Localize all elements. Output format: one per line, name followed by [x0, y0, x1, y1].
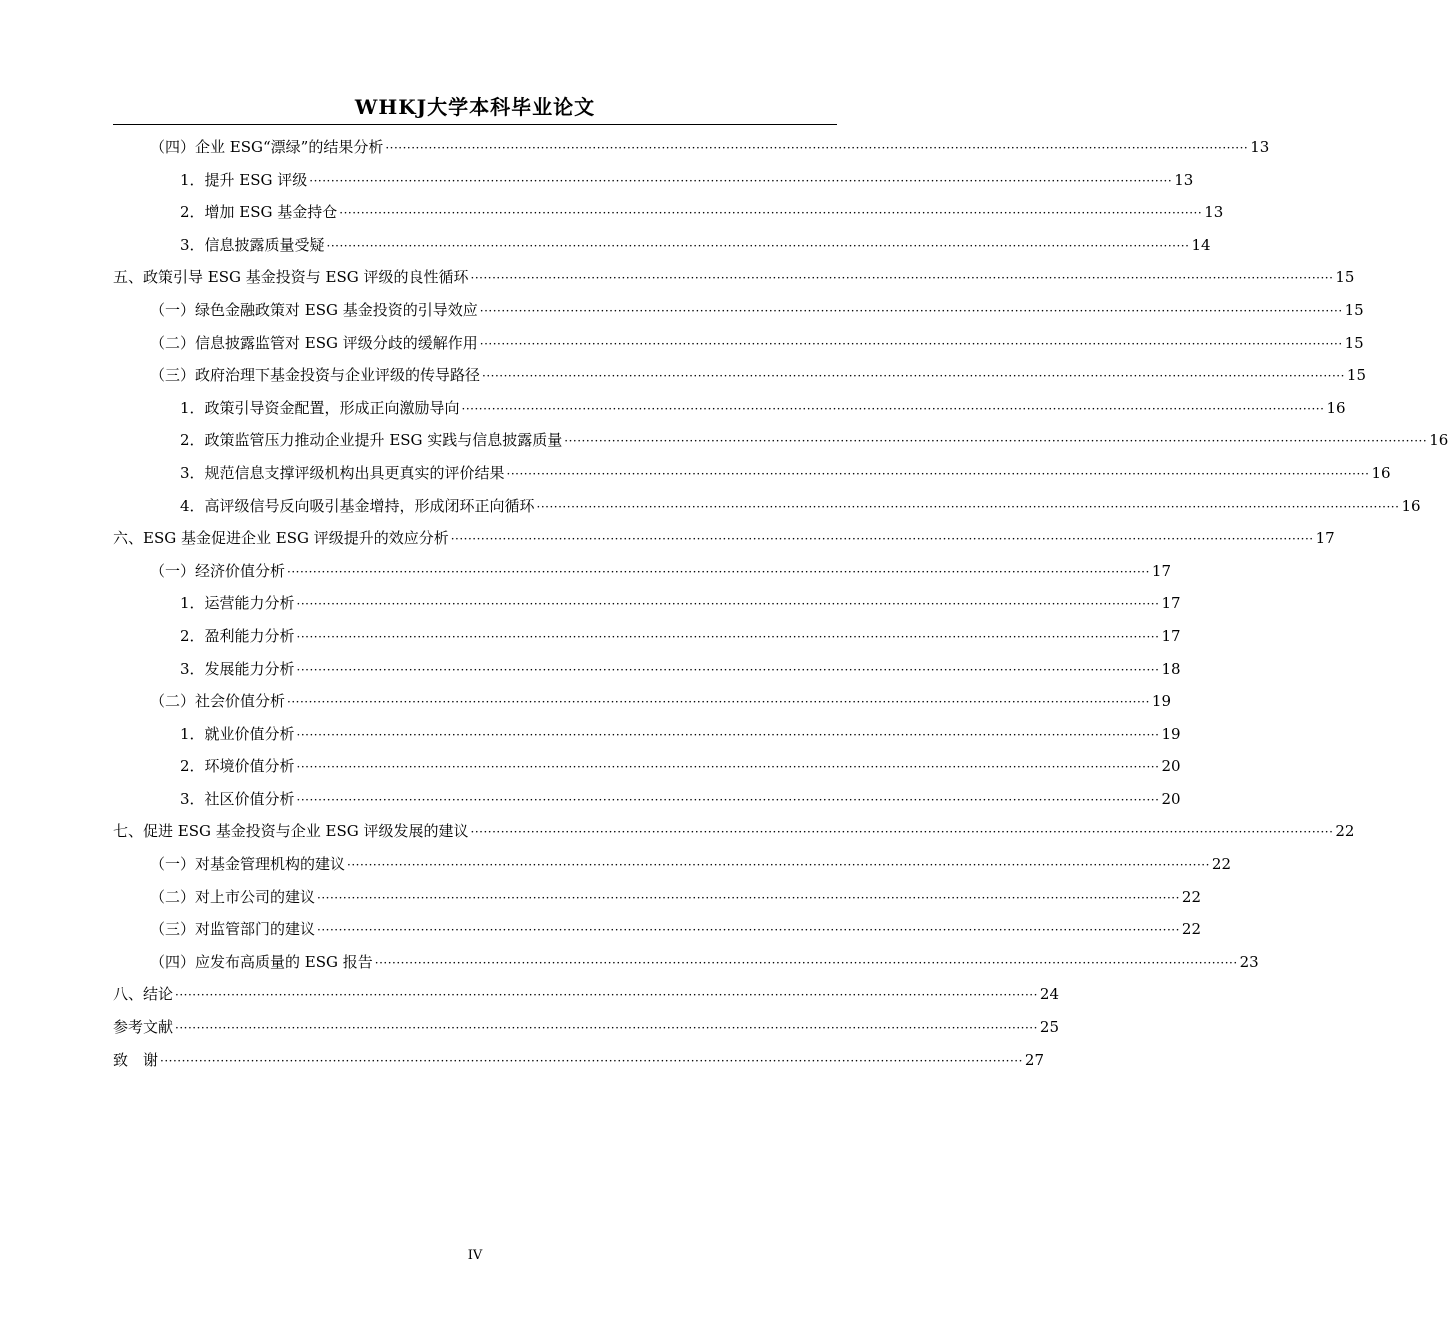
toc-entry-title: 参考文献 — [113, 1018, 174, 1037]
toc-entry-page: 19 — [1161, 724, 1181, 743]
toc-entry-title: 八、结论 — [113, 985, 174, 1004]
toc-dot-leader: ········································································································································································································ — [450, 532, 1314, 547]
toc-entry-title: 3．社区价值分析 — [180, 789, 295, 808]
toc-entry[interactable] — [113, 653, 1181, 686]
toc-entry-title: （二）社会价值分析 — [150, 692, 286, 711]
toc-entry-page: 25 — [1039, 1018, 1059, 1037]
toc-entry-page: 15 — [1346, 366, 1366, 385]
toc-entry[interactable] — [113, 261, 1355, 294]
header-divider — [113, 124, 837, 125]
toc-entry[interactable] — [113, 359, 1366, 392]
toc-entry-title: 4．高评级信号反向吸引基金增持，形成闭环正向循环 — [180, 496, 535, 515]
toc-entry-page: 23 — [1239, 952, 1259, 971]
toc-entry[interactable] — [113, 718, 1181, 751]
toc-dot-leader: ········································································································································································································ — [536, 499, 1400, 514]
toc-entry[interactable] — [113, 620, 1181, 653]
toc-entry-title: （二）对上市公司的建议 — [150, 887, 316, 906]
toc-dot-leader: ········································································································································································································ — [175, 1021, 1038, 1036]
toc-dot-leader: ········································································································································································································ — [296, 629, 1160, 644]
toc-entry-page: 14 — [1191, 235, 1211, 254]
toc-entry-title: 七、促进 ESG 基金投资与企业 ESG 评级发展的建议 — [113, 822, 469, 841]
toc-entry-page: 22 — [1211, 855, 1231, 874]
toc-entry-page: 17 — [1151, 561, 1171, 580]
page-header-title: WHKJ大学本科毕业论文 — [354, 95, 596, 119]
toc-entry[interactable] — [113, 555, 1171, 588]
toc-entry-page: 13 — [1174, 170, 1194, 189]
toc-entry-title: 致 谢 — [113, 1050, 159, 1069]
toc-dot-leader: ········································································································································································································ — [564, 434, 1428, 449]
page-number: IV — [467, 1248, 483, 1263]
toc-entry[interactable] — [113, 783, 1181, 816]
toc-entry-page: 22 — [1181, 887, 1201, 906]
toc-entry[interactable] — [113, 1011, 1059, 1044]
toc-entry[interactable] — [113, 327, 1364, 360]
toc-entry[interactable] — [113, 848, 1231, 881]
toc-entry[interactable] — [113, 424, 1448, 457]
toc-entry-title: 3．信息披露质量受疑 — [180, 235, 325, 254]
toc-entry-page: 27 — [1024, 1050, 1044, 1069]
toc-entry-page: 18 — [1161, 659, 1181, 678]
toc-entry[interactable] — [113, 196, 1224, 229]
toc-entry[interactable] — [113, 946, 1259, 979]
toc-entry-title: 2．政策监管压力推动企业提升 ESG 实践与信息披露质量 — [180, 431, 563, 450]
toc-dot-leader: ········································································································································································································ — [326, 238, 1190, 253]
toc-dot-leader: ········································································································································································································ — [374, 955, 1238, 970]
toc-entry-title: 六、ESG 基金促进企业 ESG 评级提升的效应分析 — [113, 529, 449, 548]
toc-entry-page: 15 — [1344, 333, 1364, 352]
toc-dot-leader: ········································································································································································································ — [506, 466, 1370, 481]
toc-entry-title: 1．提升 ESG 评级 — [180, 170, 308, 189]
toc-dot-leader: ········································································································································································································ — [470, 271, 1334, 286]
toc-entry[interactable] — [113, 750, 1181, 783]
toc-entry[interactable] — [113, 881, 1201, 914]
toc-entry-title: （一）绿色金融政策对 ESG 基金投资的引导效应 — [150, 300, 478, 319]
toc-entry-title: 2．盈利能力分析 — [180, 626, 295, 645]
toc-entry-page: 19 — [1151, 692, 1171, 711]
toc-entry[interactable] — [113, 1044, 1044, 1077]
toc-dot-leader: ········································································································································································································ — [339, 206, 1203, 221]
toc-entry[interactable] — [113, 815, 1355, 848]
toc-dot-leader: ········································································································································································································ — [175, 988, 1038, 1003]
toc-dot-leader: ········································································································································································································ — [479, 336, 1343, 351]
toc-entry-title: （四）企业 ESG“漂绿”的结果分析 — [150, 138, 384, 156]
toc-entry-page: 13 — [1204, 203, 1224, 222]
toc-entry-title: （三）政府治理下基金投资与企业评级的传导路径 — [150, 366, 481, 385]
toc-entry-title: 1．就业价值分析 — [180, 724, 295, 743]
toc-dot-leader: ········································································································································································································ — [461, 401, 1325, 416]
toc-entry-page: 20 — [1161, 789, 1181, 808]
toc-entry-title: （二）信息披露监管对 ESG 评级分歧的缓解作用 — [150, 333, 478, 352]
toc-dot-leader: ········································································································································································································ — [317, 890, 1180, 905]
toc-entry-page: 20 — [1161, 757, 1181, 776]
toc-dot-leader: ········································································································································································································ — [287, 564, 1150, 579]
toc-entry[interactable] — [113, 164, 1194, 197]
toc-entry-page: 15 — [1344, 300, 1364, 319]
toc-entry-page: 17 — [1315, 529, 1335, 548]
toc-entry-title: （三）对监管部门的建议 — [150, 920, 316, 939]
toc-entry-title: 五、政策引导 ESG 基金投资与 ESG 评级的良性循环 — [113, 268, 469, 287]
toc-entry[interactable] — [113, 392, 1346, 425]
toc-entry[interactable] — [113, 457, 1391, 490]
toc-dot-leader: ········································································································································································································ — [347, 858, 1210, 873]
toc-dot-leader: ········································································································································································································ — [296, 727, 1160, 742]
toc-entry-page: 16 — [1371, 463, 1391, 482]
toc-dot-leader: ········································································································································································································ — [309, 173, 1173, 188]
toc-entry-page: 22 — [1335, 822, 1355, 841]
toc-entry[interactable] — [113, 294, 1364, 327]
toc-dot-leader: ········································································································································································································ — [296, 662, 1160, 677]
toc-entry[interactable] — [113, 587, 1181, 620]
toc-dot-leader: ········································································································································································································ — [287, 695, 1150, 710]
toc-entry-page: 15 — [1335, 268, 1355, 287]
toc-entry-title: 1．运营能力分析 — [180, 594, 295, 613]
toc-entry-title: 2．环境价值分析 — [180, 757, 295, 776]
toc-dot-leader: ········································································································································································································ — [296, 760, 1160, 775]
toc-entry-page: 16 — [1326, 398, 1346, 417]
toc-entry-page: 16 — [1429, 431, 1448, 450]
toc-entry-page: 17 — [1161, 594, 1181, 613]
toc-entry[interactable] — [113, 131, 1270, 164]
toc-dot-leader: ········································································································································································································ — [296, 597, 1160, 612]
toc-entry[interactable] — [113, 978, 1059, 1011]
toc-entry[interactable] — [113, 490, 1421, 523]
toc-dot-leader: ········································································································································································································ — [470, 825, 1334, 840]
toc-entry-title: 1．政策引导资金配置，形成正向激励导向 — [180, 398, 460, 417]
table-of-contents — [113, 131, 1448, 1076]
toc-dot-leader: ········································································································································································································ — [317, 923, 1180, 938]
toc-entry[interactable] — [113, 685, 1171, 718]
toc-entry-title: （四）应发布高质量的 ESG 报告 — [150, 952, 373, 971]
toc-entry-title: 3．规范信息支撑评级机构出具更真实的评价结果 — [180, 463, 505, 482]
toc-entry[interactable] — [113, 522, 1335, 555]
toc-entry-page: 13 — [1250, 138, 1270, 156]
toc-entry-title: （一）对基金管理机构的建议 — [150, 855, 346, 874]
toc-entry[interactable] — [113, 913, 1201, 946]
toc-dot-leader: ········································································································································································································ — [160, 1053, 1023, 1068]
toc-dot-leader: ········································································································································································································ — [385, 141, 1249, 155]
toc-entry-page: 22 — [1181, 920, 1201, 939]
toc-dot-leader: ········································································································································································································ — [482, 369, 1345, 384]
toc-entry-title: 2．增加 ESG 基金持仓 — [180, 203, 338, 222]
toc-entry-page: 16 — [1401, 496, 1421, 515]
toc-entry-title: 3．发展能力分析 — [180, 659, 295, 678]
toc-dot-leader: ········································································································································································································ — [296, 792, 1160, 807]
toc-entry-page: 17 — [1161, 626, 1181, 645]
toc-entry-page: 24 — [1039, 985, 1059, 1004]
toc-dot-leader: ········································································································································································································ — [479, 303, 1343, 318]
toc-entry-title: （一）经济价值分析 — [150, 561, 286, 580]
toc-entry[interactable] — [113, 229, 1211, 262]
